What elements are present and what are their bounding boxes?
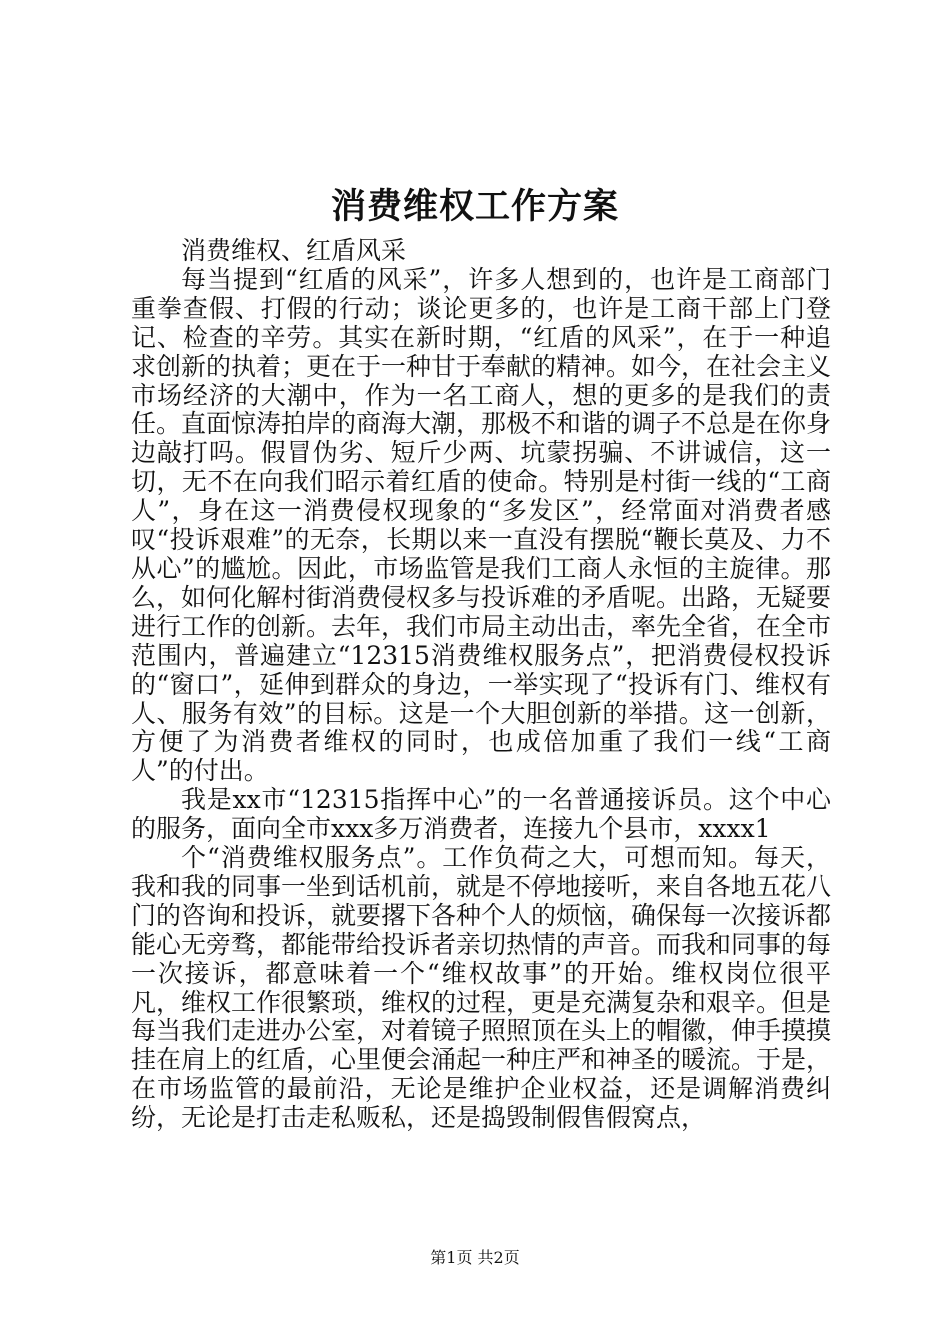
document-body	[131, 237, 831, 1133]
page-number-footer: 第1页 共2页	[430, 1248, 520, 1267]
paragraph: 每当提到“红盾的风采”，许多人想到的，也许是工商部门重拳查假、打假的行动；谈论更多的，也许是工商干部上门登记、检查的辛劳。其实在新时期，“红盾的风采”，在于一种追求创新的执着；更在于一种甘于奉献的精神。如今，在社会主义市场经济的大潮中，作为一名工商人，想的更多的是我们的责任。直面惊涛拍岸的商海大潮，那极不和谐的调子不总是在你身边敲打吗。假冒伪劣、短斤少两、坑蒙拐骗、不讲诚信，这一切，无不在向我们昭示着红盾的使命。特别是村街一线的“工商人”，身在这一消费侵权现象的“多发区”，经常面对消费者感叹“投诉艰难”的无奈，长期以来一直没有摆脱“鞭长莫及、力不从心”的尴尬。因此，市场监管是我们工商人永恒的主旋律。那么，如何化解村街消费侵权多与投诉难的矛盾呢。出路，无疑要进行工作的创新。去年，我们市局主动出击，率先全省，在全市范围内，普遍建立“12315消费维权服务点”，把消费侵权投诉的“窗口”，延伸到群众的身边，一举实现了“投诉有门、维权有人、服务有效”的目标。这是一个大胆创新的举措。这一创新，方便了为消费者维权的同时，也成倍加重了我们一线“工商人”的付出。	[131, 264, 832, 786]
paragraph: 个“消费维权服务点”。工作负荷之大，可想而知。每天，我和我的同事一坐到话机前，就是不停地接听，来自各地五花八门的咨询和投诉，就要撂下各种个人的烦恼，确保每一次接诉都能心无旁骛，都能带给投诉者亲切热情的声音。而我和同事的每一次接诉，都意味着一个“维权故事”的开始。维权岗位很平凡，维权工作很繁琐，维权的过程，更是充满复杂和艰辛。但是每当我们走进办公室，对着镜子照照顶在头上的帽徽，伸手摸摸挂在肩上的红盾，心里便会涌起一种庄严和神圣的暖流。于是，在市场监管的最前沿，无论是维护企业权益，还是调解消费纠纷，无论是打击走私贩私，还是捣毁制假售假窝点，	[131, 843, 832, 1133]
paragraph-subtitle: 消费维权、红盾风采	[181, 236, 407, 265]
document-title: 消费维权工作方案	[330, 186, 619, 227]
paragraph: 我是xx市“12315指挥中心”的一名普通接诉员。这个中心的服务，面向全市xxx多万消费者，连接九个县市，xxxx1	[131, 785, 831, 844]
